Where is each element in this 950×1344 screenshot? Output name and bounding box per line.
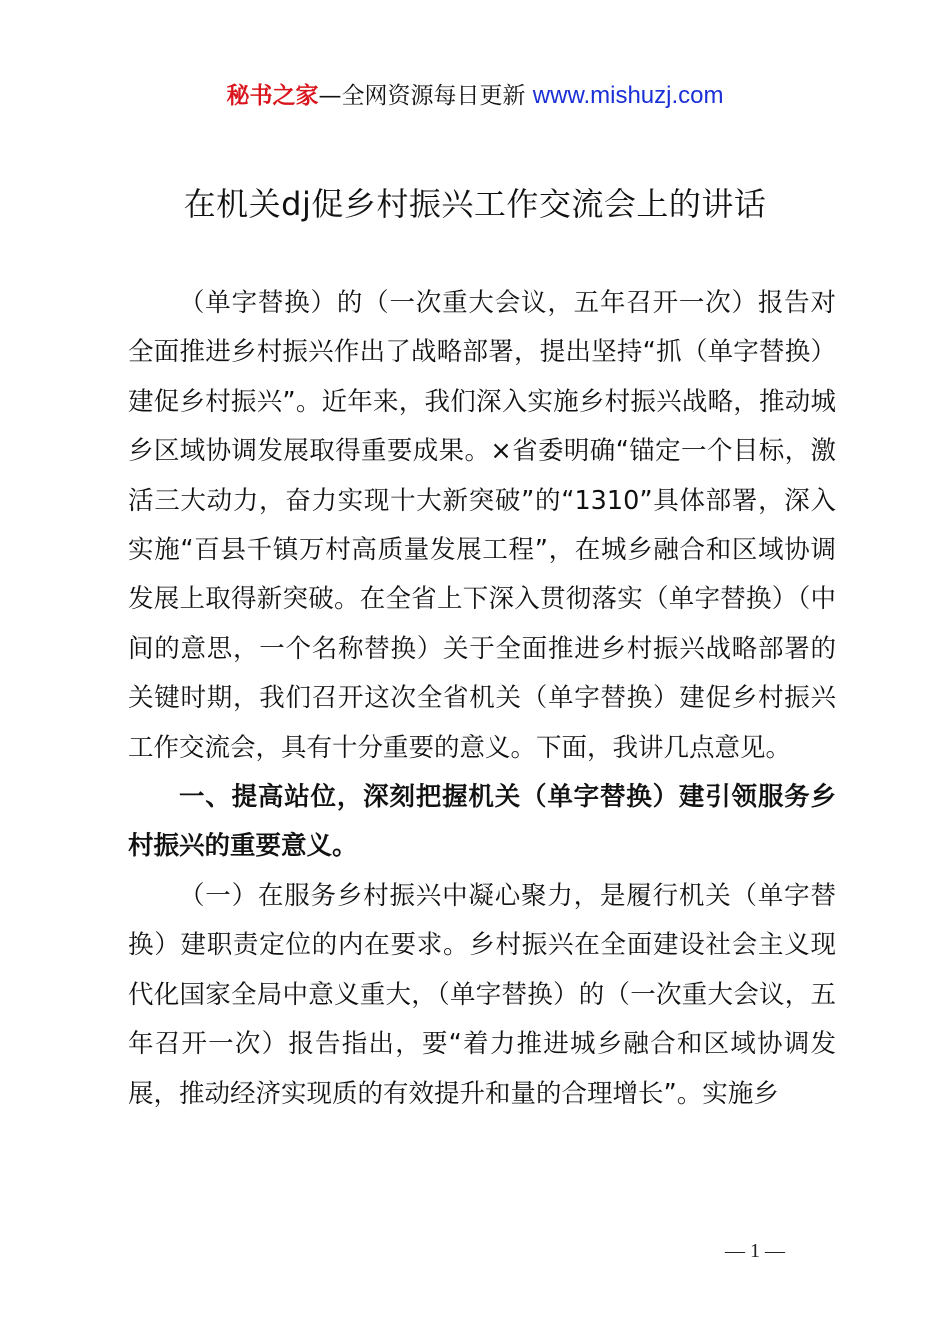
banner-brand: 秘书之家 bbox=[226, 83, 319, 109]
paragraph-subsection-1: （一）在服务乡村振兴中凝心聚力，是履行机关（单字替换）建职责定位的内在要求。乡村振兴在全面建设社会主义现代化国家全局中意义重大，（单字替换）的（一次重大会议，五年召开一次）报告指出，要“着力推进城乡融合和区域协调发展，推动经济实现质的有效提升和量的合理增长”。实施乡 bbox=[128, 880, 836, 1109]
document-body bbox=[128, 279, 836, 1119]
document-title: 在机关dj促乡村振兴工作交流会上的讲话 bbox=[183, 185, 767, 223]
paragraph-intro: （单字替换）的（一次重大会议，五年召开一次）报告对全面推进乡村振兴作出了战略部署，提出坚持“抓（单字替换）建促乡村振兴”。近年来，我们深入实施乡村振兴战略，推动城乡区域协调发展取得重要成果。×省委明确“锚定一个目标，激活三大动力，奋力实现十大新突破”的“1310”具体部署，深入实施“百县千镇万村高质量发展工程”，在城乡融合和区域协调发展上取得新突破。在全省上下深入贯彻落实（单字替换）（中间的意思，一个名称替换）关于全面推进乡村振兴战略部署的关键时期，我们召开这次全省机关（单字替换）建促乡村振兴工作交流会，具有十分重要的意义。下面，我讲几点意见。 bbox=[128, 288, 836, 763]
banner-tagline: —全网资源每日更新 bbox=[318, 83, 533, 109]
site-banner bbox=[0, 80, 950, 112]
banner-url-link[interactable]: www.mishuzj.com bbox=[532, 82, 724, 109]
section-heading-1: 一、提高站位，深刻把握机关（单字替换）建引领服务乡村振兴的重要意义。 bbox=[128, 782, 836, 862]
page-number: — 1 — bbox=[725, 1240, 785, 1262]
